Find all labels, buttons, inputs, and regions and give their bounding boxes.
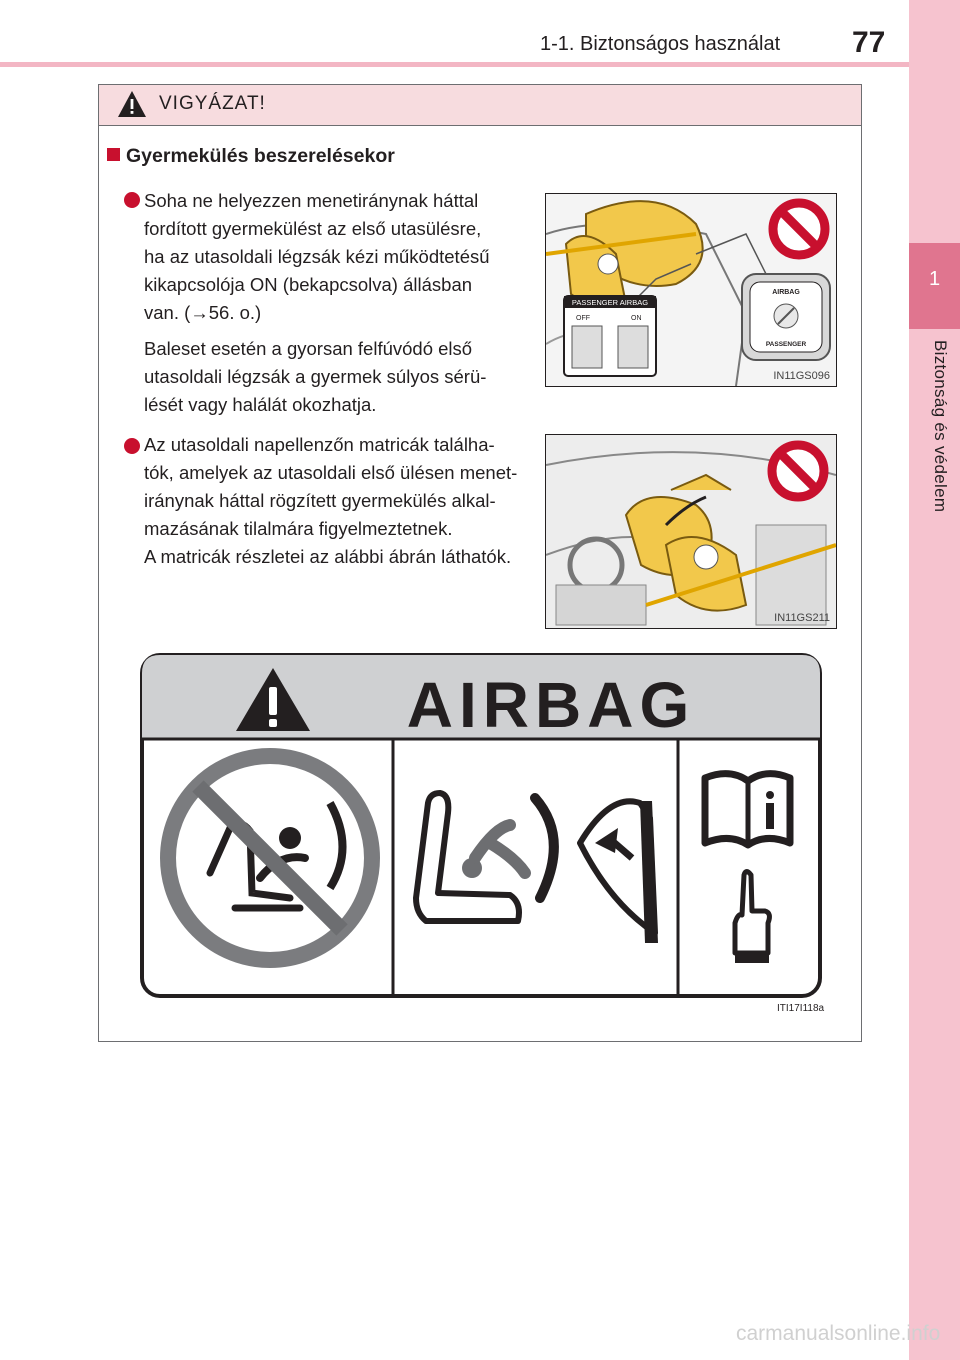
airbag-label-code: ITI17I118a xyxy=(777,1003,825,1014)
watermark: carmanualsonline.info xyxy=(736,1322,941,1345)
text-line: iránynak háttal rögzített gyermekülés alkal- xyxy=(144,490,496,511)
text-line: Baleset esetén a gyorsan felfúvódó első xyxy=(144,338,473,359)
label-passenger: PASSENGER xyxy=(765,341,807,348)
bullet1-note xyxy=(144,335,524,419)
text-line: van. (→56. o.) xyxy=(144,302,262,323)
text-line: utasoldali légzsák a gyermek súlyos sérü- xyxy=(144,366,487,387)
side-chapter-number: 1 xyxy=(928,268,941,290)
subheading xyxy=(107,145,395,168)
header-divider xyxy=(0,62,909,67)
airbag-label-graphic xyxy=(140,653,822,998)
text-line: A matricák részletei az alábbi ábrán láthatók. xyxy=(144,546,512,567)
side-chapter-title: Biztonság és védelem xyxy=(931,340,950,513)
figure2-code: IN11GS211 xyxy=(774,612,830,624)
label-on: ON xyxy=(631,315,642,322)
square-bullet-icon xyxy=(107,148,120,161)
header-section-title: 1-1. Biztonságos használat xyxy=(540,33,781,55)
figure-airbag-switch-illustration xyxy=(546,194,836,386)
text-line: mazásának tilalmára figyelmeztetnek. xyxy=(144,518,453,539)
text-line: lését vagy halálát okozhatja. xyxy=(144,394,377,415)
figure-airbag-switch xyxy=(545,193,837,387)
figure-child-seat-illustration xyxy=(546,435,836,628)
bullet-dot-icon xyxy=(124,192,140,208)
side-tab-strip xyxy=(909,0,960,1360)
text-line: kikapcsolója ON (bekapcsolva) állásban xyxy=(144,274,473,295)
airbag-label-title: AIRBAG xyxy=(406,669,696,741)
bullet-dot-icon xyxy=(124,438,140,454)
caution-header xyxy=(99,85,861,126)
airbag-warning-label xyxy=(140,653,822,998)
warning-triangle-icon xyxy=(117,90,147,118)
figure-child-seat-airbag xyxy=(545,434,837,629)
text-line: ha az utasoldali légzsák kézi működtetésű xyxy=(144,246,490,267)
text-line: Soha ne helyezzen menetiránynak háttal xyxy=(144,190,479,211)
text-line: Az utasoldali napellenzőn matricák találha- xyxy=(144,434,495,455)
subheading-text: Gyermekülés beszerelésekor xyxy=(126,145,395,167)
label-airbag: AIRBAG xyxy=(772,289,800,296)
label-off: OFF xyxy=(576,315,590,322)
bullet2-text xyxy=(144,431,527,571)
text-line: fordított gyermekülést az első utasülésre, xyxy=(144,218,482,239)
figure1-code: IN11GS096 xyxy=(773,370,830,382)
text-line: tók, amelyek az utasoldali első ülésen menet- xyxy=(144,462,518,483)
label-passenger-airbag: PASSENGER AIRBAG xyxy=(571,298,649,307)
bullet1-text xyxy=(144,187,524,327)
caution-title: VIGYÁZAT! xyxy=(159,93,266,114)
page-number: 77 xyxy=(852,26,886,59)
